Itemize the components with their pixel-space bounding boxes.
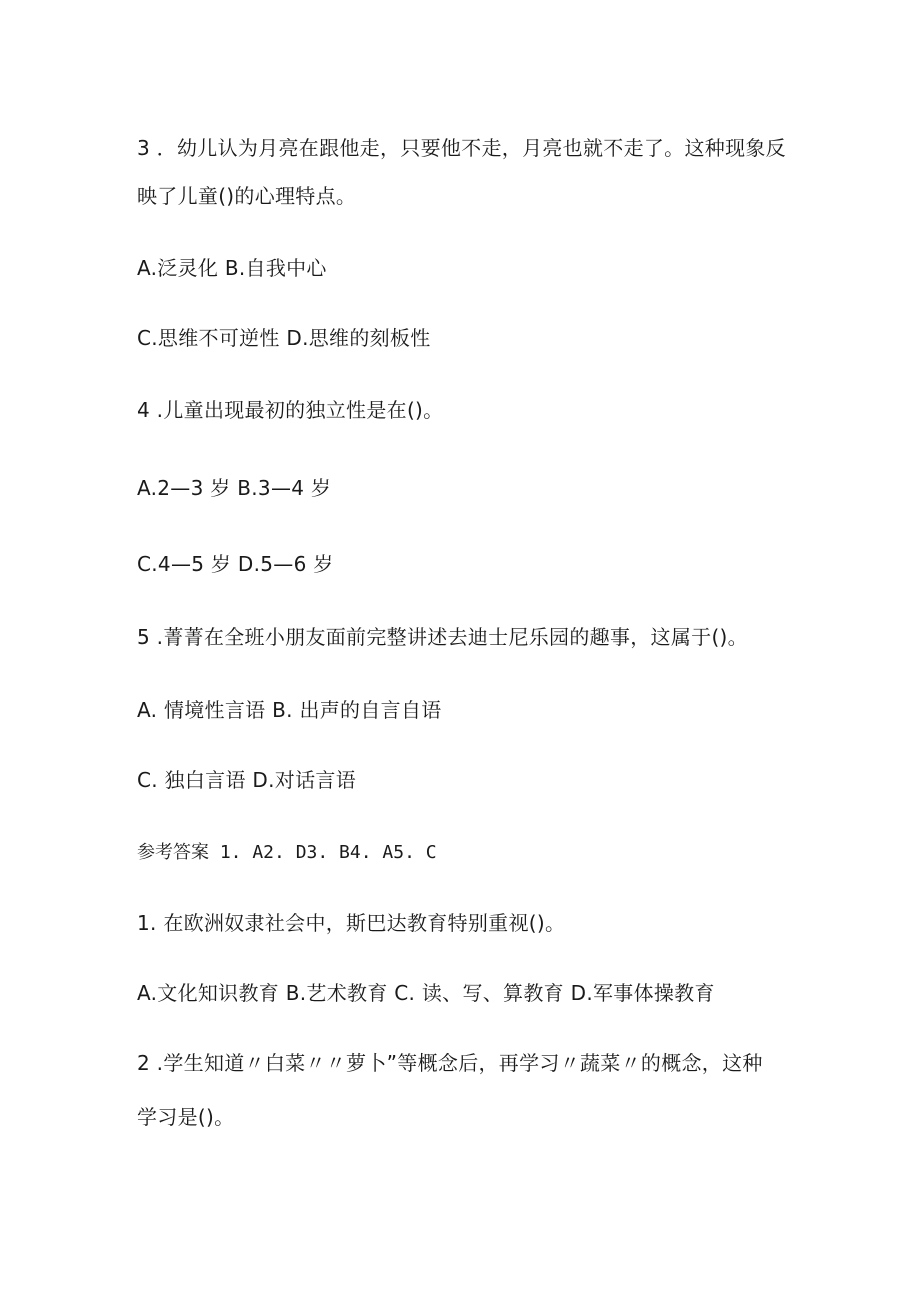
question-1-stem: 1. 在欧洲奴隶社会中，斯巴达教育特别重视()。	[137, 911, 566, 935]
question-4-options-cd: C.4—5 岁 D.5—6 岁	[137, 552, 334, 576]
question-3-options-ab: A.泛灵化 B.自我中心	[137, 256, 327, 280]
question-5-stem: 5 .菁菁在全班小朋友面前完整讲述去迪士尼乐园的趣事，这属于()。	[137, 625, 748, 649]
question-5-options-cd: C. 独白言语 D.对话言语	[137, 768, 356, 792]
answer-key: 参考答案 1. A2. D3. B4. A5. C	[137, 842, 437, 863]
question-3-stem-line-1: 3 ．幼儿认为月亮在跟他走，只要他不走，月亮也就不走了。这种现象反	[137, 136, 786, 160]
question-3-options-cd: C.思维不可逆性 D.思维的刻板性	[137, 326, 431, 350]
question-3-stem-line-2: 映了儿童()的心理特点。	[137, 184, 357, 208]
question-1-options: A.文化知识教育 B.艺术教育 C. 读、写、算教育 D.军事体操教育	[137, 981, 715, 1005]
question-4-stem: 4 .儿童出现最初的独立性是在()。	[137, 398, 444, 422]
question-2-stem-line-1: 2 .学生知道〃白菜〃〃萝卜”等概念后，再学习〃蔬菜〃的概念，这种	[137, 1051, 763, 1075]
question-5-options-ab: A. 情境性言语 B. 出声的自言自语	[137, 698, 442, 722]
question-2-stem-line-2: 学习是()。	[137, 1105, 235, 1129]
question-4-options-ab: A.2—3 岁 B.3—4 岁	[137, 476, 332, 500]
